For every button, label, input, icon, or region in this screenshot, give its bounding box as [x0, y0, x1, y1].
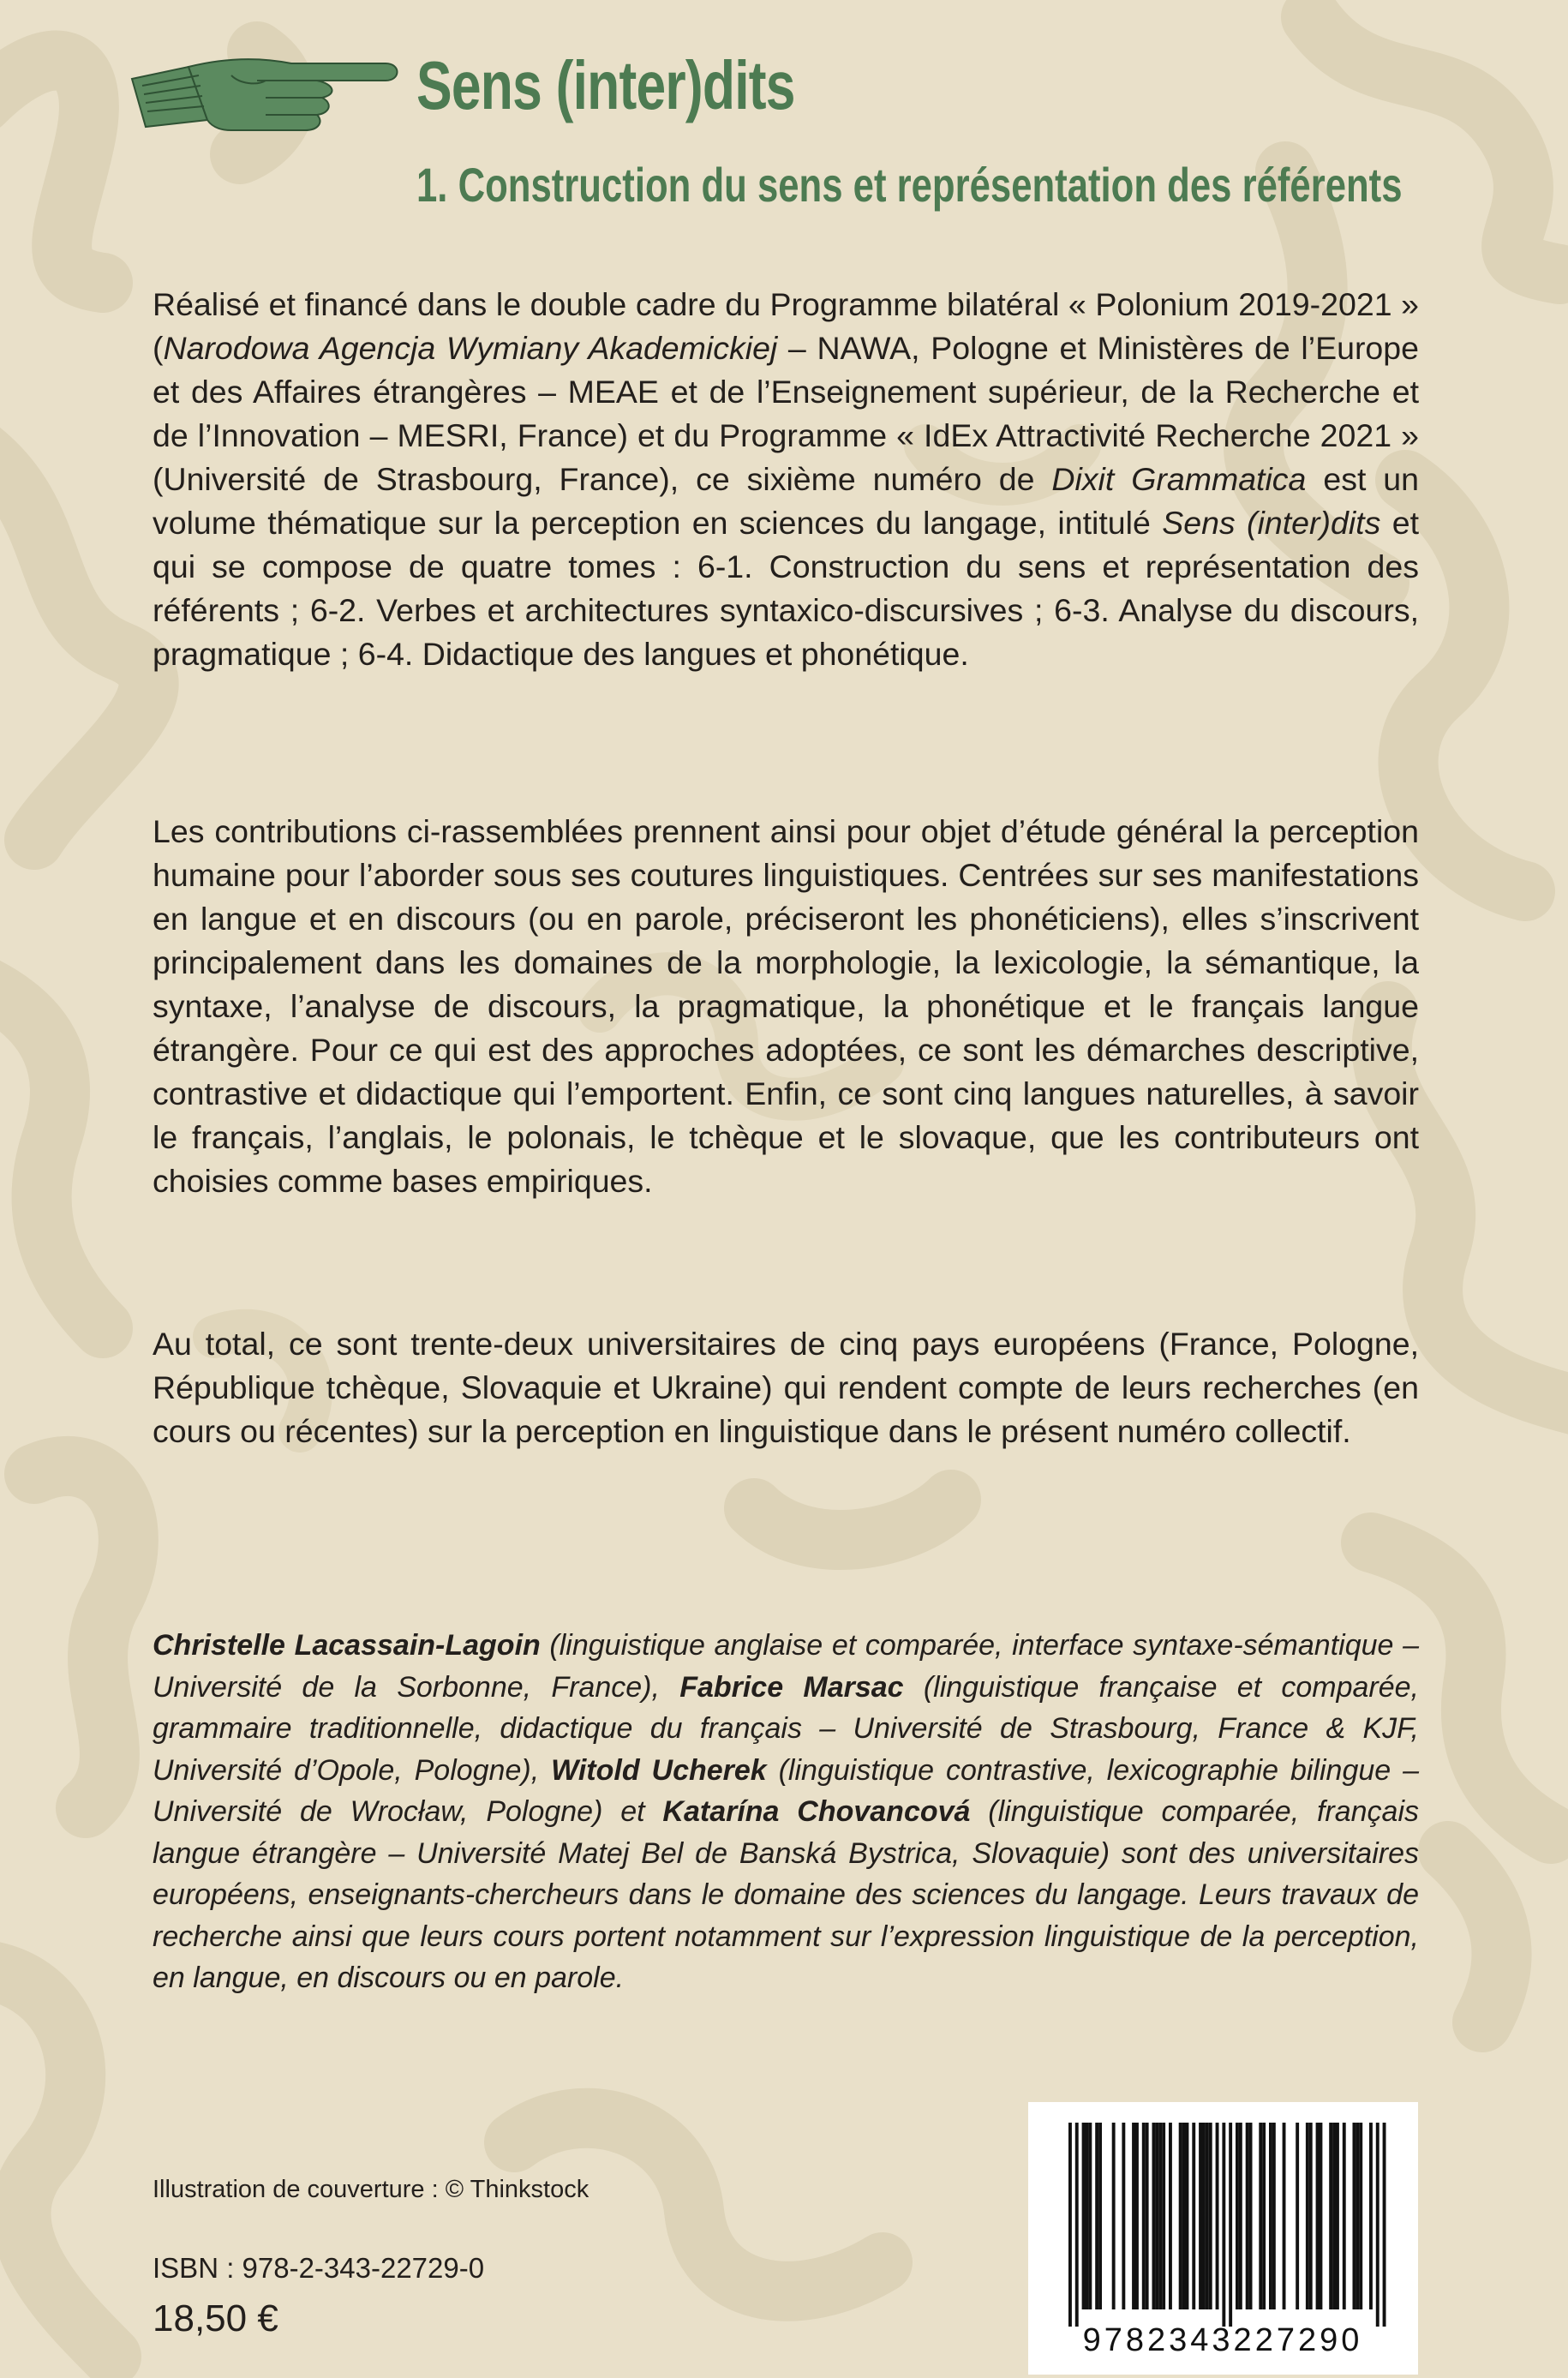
isbn: ISBN : 978-2-343-22729-0 [153, 2252, 485, 2284]
barcode-bar [1229, 2123, 1232, 2327]
barcode-bar [1259, 2123, 1262, 2309]
barcode-bar [1272, 2123, 1276, 2309]
barcode-bar [1199, 2123, 1202, 2309]
pointing-hand-icon [129, 41, 411, 137]
barcode-bar [1169, 2123, 1172, 2309]
barcode-bar [1179, 2123, 1182, 2309]
text-run: (linguistique française et comparée, grammaire traditionnelle, didactique du français – Université de Strasbourg, France & KJF, Université d’Opole, Pologne), [153, 1670, 1419, 1787]
barcode-bar [1202, 2123, 1206, 2309]
barcode-bar [1332, 2123, 1336, 2309]
barcode-bar [1336, 2123, 1339, 2309]
text-run: (linguistique contrastive, lexicographie bilingue – Université de Wrocław, Pologne) et [153, 1753, 1419, 1828]
text-run: Witold Ucherek [551, 1753, 767, 1787]
barcode-bar [1082, 2123, 1086, 2309]
text-run: (linguistique anglaise et comparée, interface syntaxe-sémantique – Université de la Sorbonne, France), [153, 1629, 1419, 1704]
barcode-box [1028, 2102, 1418, 2375]
book-title: Sens (inter)dits [416, 47, 795, 123]
barcode-bar [1306, 2123, 1309, 2309]
barcode-bar [1343, 2123, 1346, 2309]
barcode-bar [1316, 2123, 1320, 2309]
barcode-bar [1088, 2123, 1092, 2309]
barcode-bar [1135, 2123, 1139, 2309]
barcode-bar [1369, 2123, 1373, 2309]
barcode-bar [1309, 2123, 1313, 2309]
text-run: (linguistique comparée, français langue étrangère – Université Matej Bel de Banská Bystrica, Slovaquie) sont des universitaires européens, enseignants-chercheurs dans le domaine des sciences du langage. Leurs travaux de recherche ainsi que leurs cours portent notamment sur l’expression linguistique de la perception, en langue, en discours ou en parole. [153, 1795, 1420, 1994]
barcode-bar [1186, 2123, 1189, 2309]
barcode-bar [1122, 2123, 1125, 2309]
barcode-bar [1239, 2123, 1242, 2309]
text-run: Dixit Grammatica [1051, 461, 1307, 497]
barcode-bar [1206, 2123, 1209, 2309]
book-subtitle: 1. Construction du sens et représentation des référents [416, 158, 1403, 212]
barcode-bar [1068, 2123, 1072, 2327]
barcode-bar [1209, 2123, 1212, 2309]
barcode-bar [1262, 2123, 1266, 2309]
barcode-bar [1112, 2123, 1116, 2309]
barcode-bar [1158, 2123, 1162, 2309]
description-paragraph-3: Au total, ce sont trente-deux universitaires de cinq pays européens (France, Pologne, République tchèque, Slovaquie et Ukraine) qui rendent compte de leurs recherches (en cours ou récentes) sur la perception en linguistique dans le présent numéro collectif. [153, 1326, 1419, 1449]
barcode-bar [1236, 2123, 1239, 2309]
barcode-bar [1353, 2123, 1356, 2309]
barcode-digits: 9782343227290 [1082, 2322, 1363, 2358]
barcode-bar [1329, 2123, 1332, 2309]
barcode-bar [1098, 2123, 1102, 2309]
text-run: Katarína Chovancová [662, 1795, 971, 1828]
text-run: et qui se compose de quatre tomes : 6-1. Construction du sens et représentation des référents ; 6-2. Verbes et architectures syntaxico-discursives ; 6-3. Analyse du discours, pragmatique ; 6-4. Didactique des langues et phonétique. [153, 505, 1419, 672]
barcode-bar [1192, 2123, 1195, 2309]
price: 18,50 € [153, 2297, 278, 2339]
text-run: – NAWA, Pologne et Ministères de l’Europe et des Affaires étrangères – MEAE et de l’Enseignement supérieur, de la Recherche et de l’Innovation – MESRI, France) et du Programme « IdEx Attractivité Recherche 2021 » (Université de Strasbourg, France), ce sixième numéro de [153, 330, 1419, 497]
barcode-bar [1216, 2123, 1219, 2309]
text-run: Sens (inter)dits [1162, 505, 1381, 541]
barcode-bar [1182, 2123, 1186, 2309]
barcode-bar [1320, 2123, 1323, 2309]
text-run: Christelle Lacassain-Lagoin [153, 1629, 541, 1662]
barcode-bar [1152, 2123, 1156, 2309]
barcode-bar [1095, 2123, 1098, 2309]
barcode-bar [1086, 2123, 1089, 2309]
description-paragraph-1 [153, 283, 1419, 676]
barcode-bar [1162, 2123, 1165, 2309]
authors-bio [153, 1625, 1419, 1999]
barcode-bar [1359, 2123, 1362, 2309]
barcode-bar [1142, 2123, 1146, 2309]
barcode-bar [1249, 2123, 1253, 2309]
barcode-bar [1075, 2123, 1079, 2327]
barcode-bar [1269, 2123, 1272, 2309]
barcode [1028, 2102, 1418, 2375]
barcode-bar [1246, 2123, 1249, 2309]
barcode-bar [1376, 2123, 1379, 2327]
barcode-bar [1383, 2123, 1386, 2327]
barcode-bar [1132, 2123, 1135, 2309]
barcode-bar [1296, 2123, 1299, 2309]
barcode-bar [1356, 2123, 1359, 2309]
text-run: Narodowa Agencja Wymiany Akademickiej [163, 330, 778, 366]
barcode-bar [1155, 2123, 1158, 2309]
text-run: Réalisé et financé dans le double cadre du Programme bilatéral « Polonium 2019-2021 » ( [153, 286, 1419, 366]
cover-credit: Illustration de couverture : © Thinkstock [153, 2176, 589, 2203]
barcode-bar [1222, 2123, 1225, 2327]
text-run: est un volume thématique sur la perception en sciences du langage, intitulé [153, 461, 1420, 541]
description-paragraph-2: Les contributions ci-rassemblées prennent ainsi pour objet d’étude général la perception humaine pour l’aborder sous ses coutures linguistiques. Centrées sur ses manifestations en langue et en discours (ou en parole, préciseront les phonéticiens), elles s’inscrivent principalement dans les domaines de la morphologie, la lexicologie, la sémantique, la syntaxe, l’analyse de discours, la pragmatique, la phonétique et le français langue étrangère. Pour ce qui est des approches adoptées, ce sont les démarches descriptive, contrastive et didactique qui l’emportent. Enfin, ce sont cinq langues naturelles, à savoir le français, l’anglais, le polonais, le tchèque et le slovaque, que les contributeurs ont choisies comme bases empiriques. [153, 813, 1419, 1199]
text-run: Fabrice Marsac [679, 1670, 904, 1704]
barcode-bar [1146, 2123, 1149, 2309]
barcode-bar [1283, 2123, 1286, 2309]
